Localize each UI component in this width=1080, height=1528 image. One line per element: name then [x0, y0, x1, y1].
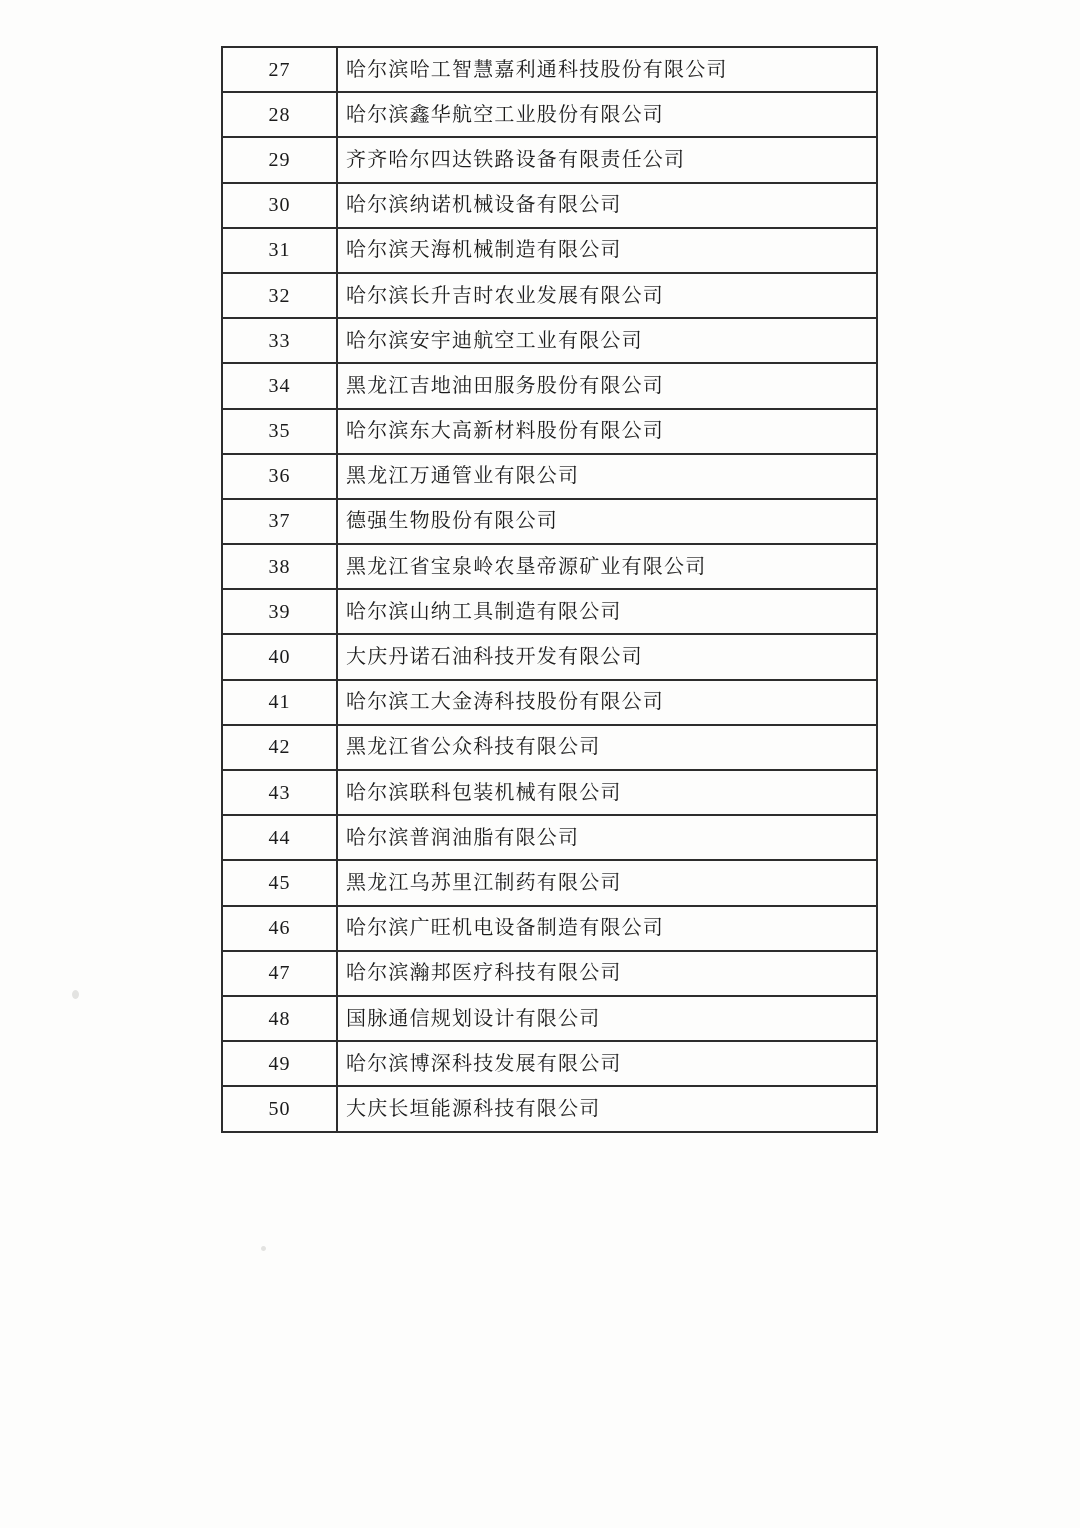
table-row: [222, 454, 877, 499]
table-row: [222, 680, 877, 725]
company-list-table: [221, 46, 878, 1133]
row-number-cell: 32: [222, 273, 337, 318]
table-row: [222, 137, 877, 182]
row-number-cell: 50: [222, 1086, 337, 1131]
row-number-cell: 48: [222, 996, 337, 1041]
table-row: [222, 1086, 877, 1131]
company-name-cell: 大庆丹诺石油科技开发有限公司: [337, 634, 877, 679]
row-number-cell: 29: [222, 137, 337, 182]
table-row: [222, 725, 877, 770]
row-number-cell: 33: [222, 318, 337, 363]
company-name-cell: 德强生物股份有限公司: [337, 499, 877, 544]
table-row: [222, 634, 877, 679]
row-number-cell: 37: [222, 499, 337, 544]
table-row: [222, 183, 877, 228]
table-row: [222, 815, 877, 860]
company-name-cell: 哈尔滨博深科技发展有限公司: [337, 1041, 877, 1086]
table-body: [222, 47, 877, 1132]
table-row: [222, 228, 877, 273]
table-row: [222, 273, 877, 318]
company-name-cell: 哈尔滨天海机械制造有限公司: [337, 228, 877, 273]
table-row: [222, 318, 877, 363]
company-name-cell: 哈尔滨普润油脂有限公司: [337, 815, 877, 860]
company-name-cell: 哈尔滨安宇迪航空工业有限公司: [337, 318, 877, 363]
table-row: [222, 363, 877, 408]
table-row: [222, 770, 877, 815]
table-row: [222, 906, 877, 951]
company-name-cell: 齐齐哈尔四达铁路设备有限责任公司: [337, 137, 877, 182]
company-name-cell: 大庆长垣能源科技有限公司: [337, 1086, 877, 1131]
company-name-cell: 哈尔滨鑫华航空工业股份有限公司: [337, 92, 877, 137]
table-row: [222, 1041, 877, 1086]
row-number-cell: 43: [222, 770, 337, 815]
table-row: [222, 589, 877, 634]
row-number-cell: 27: [222, 47, 337, 92]
row-number-cell: 42: [222, 725, 337, 770]
company-name-cell: 哈尔滨联科包装机械有限公司: [337, 770, 877, 815]
company-name-cell: 黑龙江万通管业有限公司: [337, 454, 877, 499]
company-name-cell: 哈尔滨广旺机电设备制造有限公司: [337, 906, 877, 951]
row-number-cell: 35: [222, 409, 337, 454]
scan-speck: [261, 1246, 266, 1251]
company-name-cell: 哈尔滨山纳工具制造有限公司: [337, 589, 877, 634]
table-row: [222, 409, 877, 454]
row-number-cell: 30: [222, 183, 337, 228]
row-number-cell: 46: [222, 906, 337, 951]
row-number-cell: 34: [222, 363, 337, 408]
company-name-cell: 哈尔滨哈工智慧嘉利通科技股份有限公司: [337, 47, 877, 92]
scan-speck: [72, 990, 79, 999]
row-number-cell: 49: [222, 1041, 337, 1086]
row-number-cell: 38: [222, 544, 337, 589]
company-name-cell: 哈尔滨长升吉时农业发展有限公司: [337, 273, 877, 318]
row-number-cell: 36: [222, 454, 337, 499]
table-row: [222, 92, 877, 137]
company-name-cell: 国脉通信规划设计有限公司: [337, 996, 877, 1041]
row-number-cell: 28: [222, 92, 337, 137]
row-number-cell: 44: [222, 815, 337, 860]
company-name-cell: 哈尔滨纳诺机械设备有限公司: [337, 183, 877, 228]
table-row: [222, 860, 877, 905]
company-name-cell: 黑龙江省宝泉岭农垦帝源矿业有限公司: [337, 544, 877, 589]
table-row: [222, 499, 877, 544]
row-number-cell: 40: [222, 634, 337, 679]
table-row: [222, 544, 877, 589]
row-number-cell: 39: [222, 589, 337, 634]
row-number-cell: 47: [222, 951, 337, 996]
company-name-cell: 黑龙江吉地油田服务股份有限公司: [337, 363, 877, 408]
table-row: [222, 951, 877, 996]
table-row: [222, 996, 877, 1041]
company-name-cell: 哈尔滨工大金涛科技股份有限公司: [337, 680, 877, 725]
row-number-cell: 45: [222, 860, 337, 905]
row-number-cell: 41: [222, 680, 337, 725]
company-name-cell: 哈尔滨东大高新材料股份有限公司: [337, 409, 877, 454]
company-name-cell: 哈尔滨瀚邦医疗科技有限公司: [337, 951, 877, 996]
row-number-cell: 31: [222, 228, 337, 273]
company-name-cell: 黑龙江乌苏里江制药有限公司: [337, 860, 877, 905]
company-name-cell: 黑龙江省公众科技有限公司: [337, 725, 877, 770]
table-row: [222, 47, 877, 92]
